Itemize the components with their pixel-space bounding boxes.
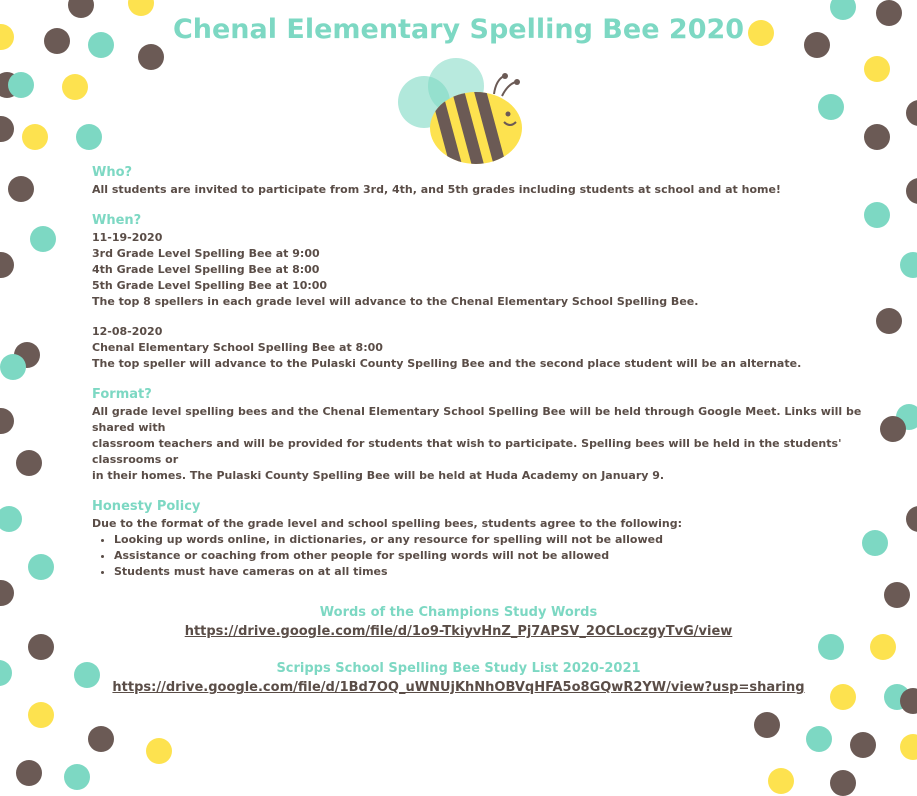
honesty-heading: Honesty Policy xyxy=(92,499,201,514)
format-line: in their homes. The Pulaski County Spelling Bee will be held at Huda Academy on January 9. xyxy=(92,469,665,482)
when-line: 5th Grade Level Spelling Bee at 10:00 xyxy=(92,279,328,292)
when-line: The top 8 spellers in each grade level will advance to the Chenal Elementary School Spelling Bee. xyxy=(92,295,699,308)
content xyxy=(92,164,872,580)
study-links xyxy=(0,604,917,698)
who-heading: Who? xyxy=(92,165,133,180)
when-line: The top speller will advance to the Pulaski County Spelling Bee and the second place student will be an alternate. xyxy=(92,357,802,370)
list-item: • Looking up words online, in dictionaries, or any resource for spelling will not be allowed xyxy=(114,532,872,548)
who-text: All students are invited to participate from 3rd, 4th, and 5th grades including students at school and at home! xyxy=(92,183,781,196)
when-date-2: 12-08-2020 xyxy=(92,325,163,338)
scripps-link[interactable]: https://drive.google.com/file/d/1Bd7OQ_uWNUjKhNhOBVqHFA5o8GQwR2YW/view?usp=sharing xyxy=(112,680,805,695)
scripps-label: Scripps School Spelling Bee Study List 2020-2021 xyxy=(276,661,641,676)
format-line: classroom teachers and will be provided for students that wish to participate. Spelling bees will be held in the students' classrooms or xyxy=(92,437,842,466)
honesty-intro: Due to the format of the grade level and school spelling bees, students agree to the following: xyxy=(92,517,682,530)
champions-label: Words of the Champions Study Words xyxy=(319,605,598,620)
honesty-list xyxy=(92,532,872,580)
format-heading: Format? xyxy=(92,387,152,402)
when-heading: When? xyxy=(92,213,142,228)
page-title: Chenal Elementary Spelling Bee 2020 xyxy=(172,14,745,45)
champions-link[interactable]: https://drive.google.com/file/d/1o9-TkiyvHnZ_Pj7APSV_2OCLoczgyTvG/view xyxy=(184,624,733,639)
when-line: 4th Grade Level Spelling Bee at 8:00 xyxy=(92,263,320,276)
bee-icon xyxy=(396,56,526,168)
list-item: • Students must have cameras on at all times xyxy=(114,564,872,580)
when-line: 3rd Grade Level Spelling Bee at 9:00 xyxy=(92,247,320,260)
list-item: • Assistance or coaching from other people for spelling words will not be allowed xyxy=(114,548,872,564)
when-line: Chenal Elementary School Spelling Bee at 8:00 xyxy=(92,341,383,354)
when-date-1: 11-19-2020 xyxy=(92,231,163,244)
format-line: All grade level spelling bees and the Chenal Elementary School Spelling Bee will be held through Google Meet. Links will be shared with xyxy=(92,405,862,434)
